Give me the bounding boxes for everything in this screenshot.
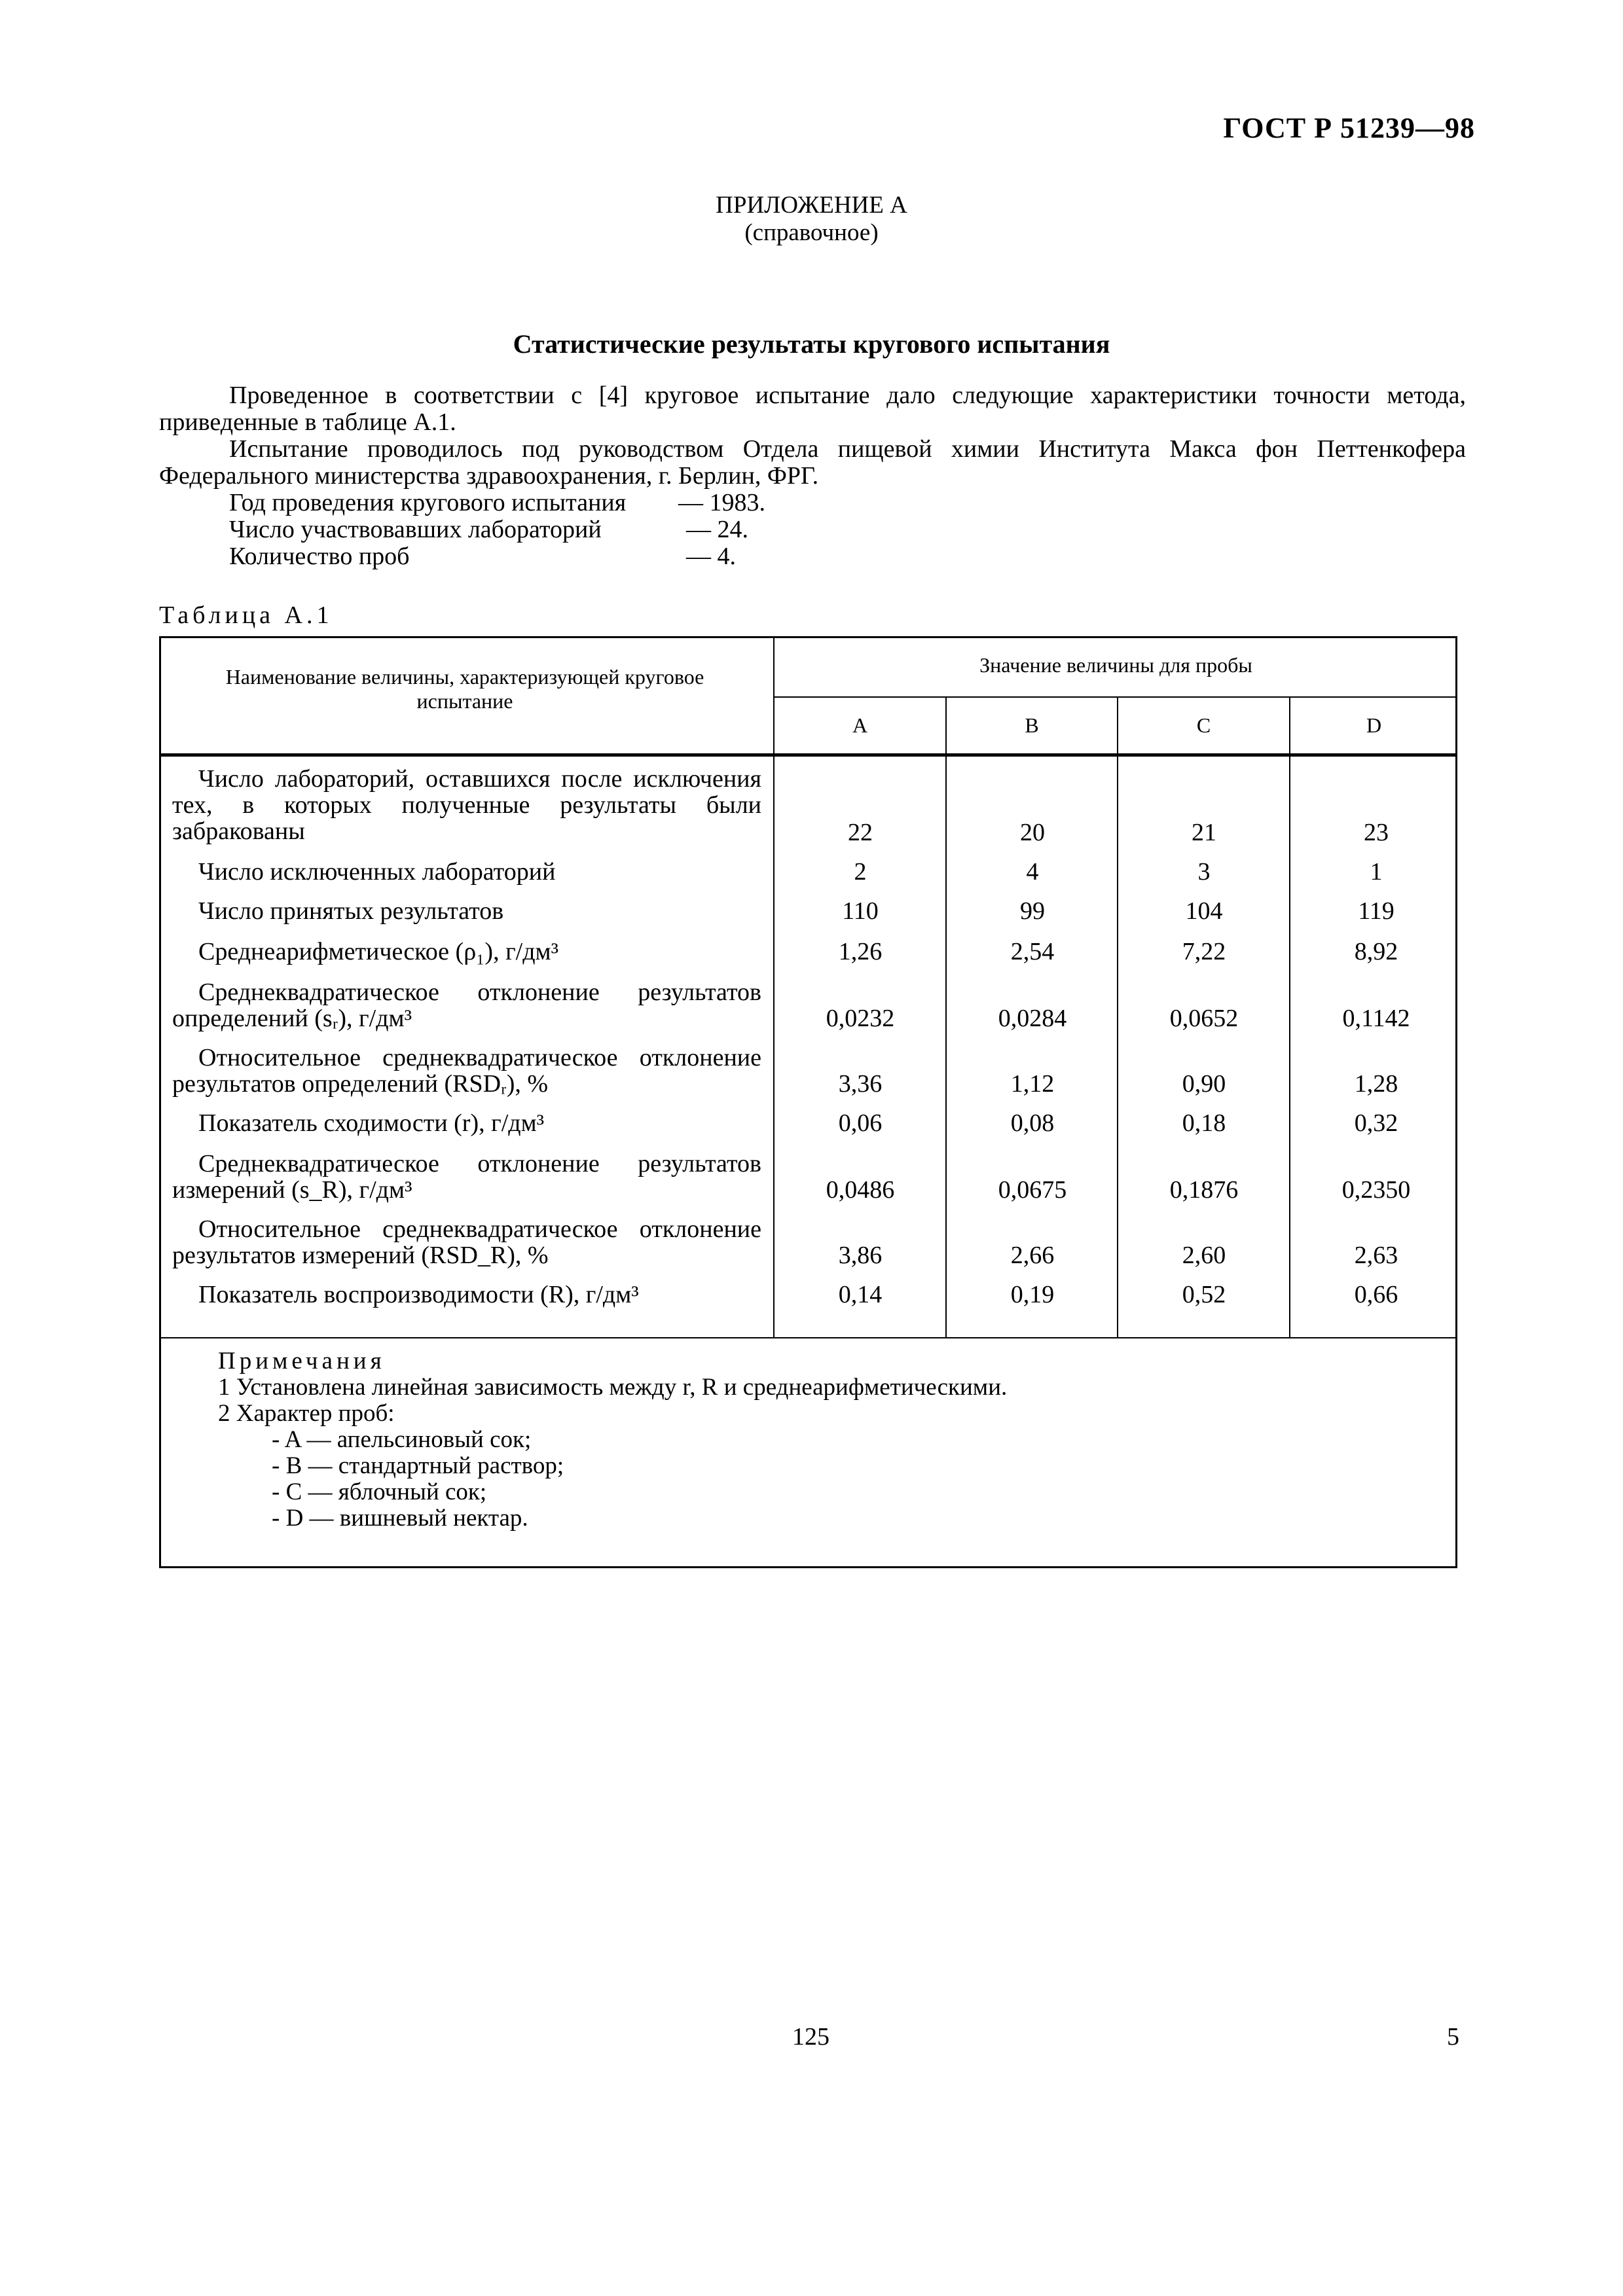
table-cell: 0,08 bbox=[1010, 1109, 1055, 1137]
note-line: 1 Установлена линейная зависимость между r, R и среднеарифметическими. bbox=[218, 1374, 1008, 1401]
column-header: B bbox=[1025, 713, 1039, 737]
fact-value: — 4. bbox=[686, 543, 736, 570]
row-label: Среднеарифметическое (ρ₁), г/дм³ bbox=[198, 938, 558, 965]
table-cell: 22 bbox=[848, 819, 873, 846]
table-cell: 2 bbox=[854, 858, 867, 886]
note-line: 2 Характер проб: bbox=[218, 1400, 395, 1427]
table-cell: 1,28 bbox=[1354, 1070, 1398, 1098]
column-header: D bbox=[1366, 713, 1382, 737]
table-cell: 2,54 bbox=[1010, 938, 1055, 965]
table-cell: 1 bbox=[1370, 858, 1383, 886]
column-header: A bbox=[852, 713, 868, 737]
header-values: Значение величины для пробы bbox=[979, 653, 1252, 677]
table-cell: 3 bbox=[1197, 858, 1211, 886]
fact-row bbox=[159, 490, 1466, 516]
table-caption: Таблица А.1 bbox=[159, 601, 333, 629]
row-label: Число лабораторий, оставшихся после исключения тех, в которых полученные результаты были забракованы bbox=[172, 765, 761, 845]
row-label: Относительное среднеквадратическое отклонение результатов измерений (RSD_R), % bbox=[172, 1215, 761, 1269]
table-notes bbox=[172, 1348, 1416, 1532]
table-cell: 0,1876 bbox=[1169, 1176, 1239, 1204]
row-label: Среднеквадратическое отклонение результатов определений (sᵣ), г/дм³ bbox=[172, 978, 761, 1032]
paragraph: Испытание проводилось под руководством Отдела пищевой химии Института Макса фон Петтенкофера Федерального министерства здравоохранения, г. Берлин, ФРГ. bbox=[159, 435, 1466, 490]
table-cell: 3,36 bbox=[838, 1070, 883, 1098]
table-cell: 104 bbox=[1185, 897, 1223, 925]
document-code: ГОСТ Р 51239—98 bbox=[1223, 112, 1475, 144]
table-cell: 2,66 bbox=[1010, 1242, 1055, 1269]
row-label: Число принятых результатов bbox=[198, 897, 504, 925]
table-cell: 0,1142 bbox=[1342, 1005, 1410, 1032]
sample-note: - D — вишневый нектар. bbox=[272, 1505, 528, 1532]
page-number: 125 bbox=[792, 2023, 830, 2051]
sample-note: - C — яблочный сок; bbox=[272, 1479, 487, 1505]
table-cell: 119 bbox=[1358, 897, 1395, 925]
table-cell: 0,0675 bbox=[998, 1176, 1067, 1204]
header-bottom-rule bbox=[159, 753, 1457, 757]
table-cell: 2,63 bbox=[1354, 1242, 1398, 1269]
table-cell: 4 bbox=[1026, 858, 1039, 886]
annex-subtitle: (справочное) bbox=[744, 219, 879, 246]
table-cell: 110 bbox=[842, 897, 879, 925]
table-cell: 0,52 bbox=[1182, 1281, 1226, 1308]
sheet-number: 5 bbox=[1447, 2023, 1459, 2051]
fact-label: Число участвовавших лабораторий bbox=[229, 516, 602, 543]
fact-label: Год проведения кругового испытания bbox=[229, 489, 627, 516]
fact-value: — 24. bbox=[686, 516, 748, 543]
table-cell: 0,90 bbox=[1182, 1070, 1226, 1098]
table-cell: 0,0486 bbox=[826, 1176, 895, 1204]
table-cell: 0,19 bbox=[1010, 1281, 1055, 1308]
header-name: Наименование величины, характеризующей круговое испытание bbox=[225, 665, 704, 713]
section-title: Статистические результаты кругового испытания bbox=[513, 329, 1110, 359]
table-cell: 0,14 bbox=[838, 1281, 883, 1308]
table-cell: 0,66 bbox=[1354, 1281, 1398, 1308]
table-cell: 3,86 bbox=[838, 1242, 883, 1269]
notes-divider bbox=[159, 1337, 1457, 1338]
table-cell: 0,0652 bbox=[1169, 1005, 1239, 1032]
notes-title: Примечания bbox=[218, 1348, 386, 1374]
row-label: Относительное среднеквадратическое отклонение результатов определений (RSDᵣ), % bbox=[172, 1044, 761, 1098]
intro-text bbox=[159, 382, 1466, 570]
paragraph: Проведенное в соответствии с [4] круговое испытание дало следующие характеристики точности метода, приведенные в таблице А.1. bbox=[159, 382, 1466, 436]
table-cell: 23 bbox=[1364, 819, 1389, 846]
column-header: C bbox=[1196, 713, 1211, 737]
row-label: Среднеквадратическое отклонение результатов измерений (s_R), г/дм³ bbox=[172, 1150, 761, 1204]
row-label: Показатель воспроизводимости (R), г/дм³ bbox=[198, 1281, 639, 1308]
table-cell: 0,18 bbox=[1182, 1109, 1226, 1137]
column-divider bbox=[773, 636, 775, 1338]
table-cell: 8,92 bbox=[1354, 938, 1398, 965]
annex-title: ПРИЛОЖЕНИЕ А bbox=[716, 192, 907, 219]
table-cell: 0,06 bbox=[838, 1109, 883, 1137]
sample-note: - B — стандартный раствор; bbox=[272, 1452, 564, 1479]
table-cell: 1,12 bbox=[1010, 1070, 1055, 1098]
row-label: Число исключенных лабораторий bbox=[198, 858, 556, 886]
table-cell: 1,26 bbox=[838, 938, 883, 965]
table-cell: 0,32 bbox=[1354, 1109, 1398, 1137]
table-cell: 0,0284 bbox=[998, 1005, 1067, 1032]
fact-row bbox=[159, 543, 1466, 570]
sample-note: - A — апельсиновый сок; bbox=[272, 1426, 532, 1453]
table-cell: 0,0232 bbox=[826, 1005, 895, 1032]
table-cell: 7,22 bbox=[1182, 938, 1226, 965]
table-cell: 99 bbox=[1020, 897, 1045, 925]
fact-row bbox=[159, 516, 1466, 543]
table-cell: 21 bbox=[1192, 819, 1216, 846]
table-cell: 2,60 bbox=[1182, 1242, 1226, 1269]
fact-value: — 1983. bbox=[678, 489, 765, 516]
table-cell: 20 bbox=[1020, 819, 1045, 846]
header-divider bbox=[774, 696, 1457, 698]
row-label: Показатель сходимости (r), г/дм³ bbox=[198, 1109, 545, 1137]
fact-label: Количество проб bbox=[229, 543, 410, 570]
table-cell: 0,2350 bbox=[1341, 1176, 1411, 1204]
